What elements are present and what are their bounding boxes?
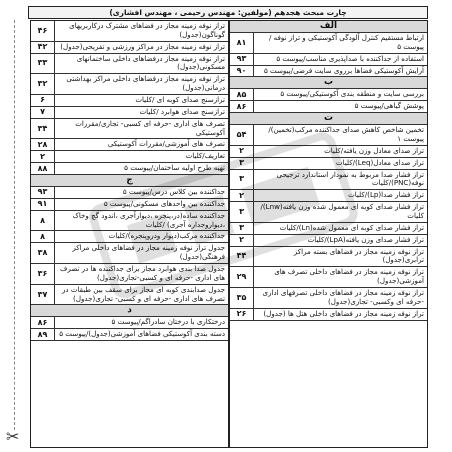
index-entry [31, 243, 228, 264]
entry-text: تراز نوفه زمینه مجاز در فضاهای داخلی تصرف های آموزشی(جدول) [274, 267, 424, 286]
page-number: ۳۴ [31, 119, 55, 139]
page-number: ۸۵ [230, 89, 254, 100]
index-entry [31, 107, 228, 119]
page-number: ۸۸ [31, 163, 55, 174]
entry-text: جدول تراز نوفه زمینه مجاز در فضاهای داخلی مراکز فرهنگی(جدول) [72, 243, 225, 262]
page-number: ۴۲ [31, 42, 55, 53]
entry-text: جداکننده مرکب(دیوار ودروپنجره)/کلیات [108, 231, 225, 241]
page-number: ۹۳ [230, 54, 254, 65]
page-number: ۳۸ [31, 243, 55, 263]
page-number: ۷ [31, 107, 55, 118]
page-number: ۲۶ [230, 309, 254, 320]
index-entry [31, 163, 228, 175]
page-number: ۳ [230, 170, 254, 190]
page-number: ۴۶ [31, 21, 55, 41]
entry-text: جداکننده بین کلاس درس/پیوست ۵ [122, 187, 225, 197]
page-number: ۳۳ [31, 54, 55, 74]
index-entry [230, 158, 427, 170]
index-entry [230, 125, 427, 146]
entry-text: ترازسنج صدای هوابرد /کلیات [139, 106, 225, 116]
entry-text: تهیه طرح اولیه ساختمان/پیوست ۵ [124, 163, 225, 173]
index-entry [31, 317, 228, 329]
document-title: چارت مبحث هجدهم (مولفین: مهندس رحیمی ، مهندس افشاری) [28, 6, 428, 19]
entry-text: دسته بندی آکوستیکی فضاهای آموزشی(جدول)/پیوست ۵ [59, 329, 225, 339]
entry-text: تراز صدای معادل(Leq)/کلیات [335, 157, 424, 167]
page-number: ۹۱ [31, 199, 55, 210]
page-number: ۲ [31, 151, 55, 162]
page-number: ۳۲ [31, 74, 55, 94]
page-number: ۳ [230, 202, 254, 222]
page-number: ۹۰ [230, 66, 254, 77]
index-entry [31, 264, 228, 285]
index-entry [230, 288, 427, 309]
index-entry [230, 33, 427, 54]
index-entry [31, 119, 228, 140]
index-entry [230, 190, 427, 202]
index-entry [230, 54, 427, 66]
index-entry [31, 42, 228, 54]
page-number: ۳۶ [31, 264, 55, 284]
entry-text: جدول صدا بندی هوابرد مجاز برای جداکننده ها در تصرف های اداری -حرفه ای و کسبی-تجاری(جدول) [60, 264, 225, 282]
page-number: ۸۹ [31, 329, 55, 340]
entry-text: آرایش آکوستیکی فضاها برروی سایت فرضی/پیوست ۵ [263, 65, 424, 75]
page-number: ۲ [230, 146, 254, 157]
section-letter: ب [230, 77, 427, 89]
page-number: ۲۹ [230, 267, 254, 287]
entry-text: تراز نوفه زمینه مجاز در فضاهای بسته مراکز ترابری(جدول) [293, 246, 424, 265]
entry-text: تراز فشار صدا مربوط به نمودار استاندارد ترجیحی نوفه(PNC)/کلیات [276, 169, 424, 188]
section-letter: د [31, 305, 228, 317]
section-letter: الف [230, 21, 427, 33]
index-entry [230, 309, 427, 321]
entry-text: تراز فشار صدای کوبه ای معمول شده(Ln)/کلیات [279, 222, 424, 232]
index-entry [230, 101, 427, 113]
index-entry [31, 74, 228, 95]
scissors-icon: ✂ [6, 427, 20, 446]
entry-text: تراز نوفه زمینه مجاز در فضاهای داخلی تصرفهای اداری -حرفه ای وکسبی- تجاری(جدول) [262, 288, 424, 306]
index-entry [31, 139, 228, 151]
entry-text: ترازسنج صدای کوبه ای /کلیات [135, 95, 225, 105]
page-number: ۳۷ [31, 285, 55, 305]
page-number: ۶ [31, 95, 55, 106]
section-letter: ت [230, 113, 427, 125]
index-entry [230, 146, 427, 158]
page-number: ۳ [230, 158, 254, 169]
entry-text: تصرف های آموزشی/مقررات آکوستیکی [107, 139, 225, 149]
page-number: ۲ [230, 235, 254, 246]
page-number: ۸ [31, 231, 55, 242]
page-number: ۸ [31, 211, 55, 231]
entry-text: تراز نوفه زمینه مجاز درفضاهای داخلی مراکز بهداشتی درمانی(جدول) [66, 74, 225, 93]
entry-text: بررسی سایت و منطقه بندی آکوستیکی/پیوست ۵ [280, 89, 424, 99]
index-entry [31, 54, 228, 75]
index-entry [230, 223, 427, 235]
index-entry [230, 170, 427, 191]
entry-text: تراز فشار صدا(Lp)/کلیات [348, 190, 424, 200]
index-entry [230, 202, 427, 223]
cut-line [14, 20, 15, 430]
page-number: ۸۶ [31, 317, 55, 328]
page-number: ۸۶ [230, 101, 254, 112]
entry-text: تراز فشار صدای وزن یافته(LpA)/کلیات [307, 234, 424, 244]
entry-text: جداکننده بین واحدهای مسکونی/پیوست ۵ [103, 198, 225, 208]
index-entry [230, 247, 427, 268]
index-entry [230, 267, 427, 288]
index-entry [31, 95, 228, 107]
page-number: ۹۳ [31, 187, 55, 198]
entry-text: تراز نوفه زمینه مجاز در مراکز ورزشی و تفریحی(جدول) [60, 41, 225, 51]
page-number: ۴۴ [230, 247, 254, 267]
index-column-left [30, 20, 229, 448]
index-entry [230, 66, 427, 78]
index-column-right [229, 20, 428, 448]
page-number: ۲۸ [31, 139, 55, 150]
entry-text: تخمین شاخص کاهش صدای جداکننده مرکب(تخمین)/پیوست ۱ [268, 125, 424, 144]
entry-text: ارتباط مستقیم کنترل آلودگی آکوستیکی و تراز نوفه /پیوست ۵ [269, 33, 424, 51]
section-letter: ج [31, 175, 228, 187]
page-number: ۸۱ [230, 33, 254, 53]
entry-text: تراز نوفه زمینه مجاز در فضاهای مشترک درکاربریهای گوناگون(جدول) [69, 21, 225, 39]
entry-text: پوشش گیاهی/پیوست ۵ [354, 101, 424, 111]
index-entry [31, 21, 228, 42]
index-entry [31, 285, 228, 306]
page-number: ۳ [230, 223, 254, 234]
index-entry [31, 211, 228, 232]
entry-text: جدول صدابندی کوبه ای مجاز برای سقف بین طبقات در تصرف های اداری -حرفه ای و کسبی- تجاری(جدول) [61, 284, 225, 303]
entry-text: استفاده از جداکننده با صداپذیری مناسب/پیوست ۵ [276, 53, 424, 63]
page-number: ۳۵ [230, 288, 254, 308]
index-entry [230, 235, 427, 247]
page-number: ۲ [230, 190, 254, 201]
entry-text: تراز فشار صدای کوبه ای معمول شده وزن یافته(Lnw)/کلیات [260, 202, 424, 221]
index-entry [31, 231, 228, 243]
index-entry [230, 89, 427, 101]
entry-text: درختکاری با درختان سادراگم/پیوست ۵ [111, 317, 225, 327]
entry-text: تصرف های اداری -حرفه ای کسبی- تجاری/مقررات آکوستیکی [75, 118, 225, 137]
entry-text: تراز نوفه زمینه مجاز درفضاهای داخلی ساختمانهای مسکونی(جدول) [76, 53, 225, 72]
entry-text: تعاریف/کلیات [185, 151, 225, 161]
index-entry [31, 187, 228, 199]
entry-text: جداکننده ساده(در،پنجره ،دیوارآجری ،اندود گچ وخاک ،دیواروجداره آجری) /کلیات [72, 210, 225, 229]
page-number: ۵۴ [230, 125, 254, 145]
entry-text: تراز صدای معادل وزن یافته/کلیات [324, 145, 424, 155]
index-entry [31, 151, 228, 163]
index-entry [31, 199, 228, 211]
index-entry [31, 329, 228, 341]
entry-text: تراز نوفه زمینه مجاز در فضاهای داخلی هتل ها (جدول) [263, 308, 424, 318]
